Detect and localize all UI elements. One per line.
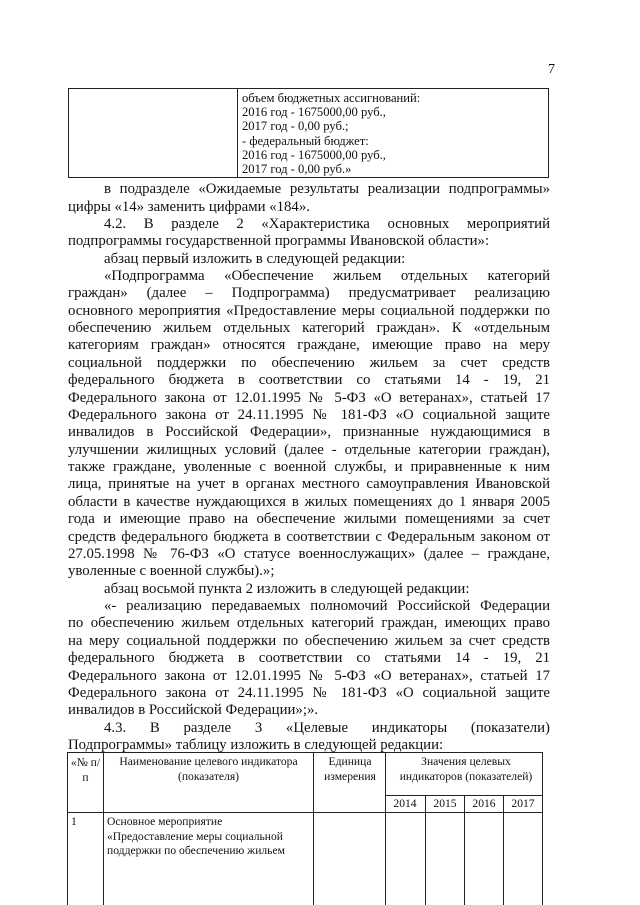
table-column-divider (385, 752, 386, 905)
text-line: также граждане, уволенные с военной службы, и приравненные к ним (68, 459, 550, 475)
text-line: уволенные с военной службы).»; (68, 563, 275, 579)
text-line: года и имеющие право на обеспечение жилыми помещениями за счет (68, 511, 550, 527)
text-line: федерального бюджета в соответствии со статьями 14 - 19, 21 (68, 372, 550, 388)
budget-line: 2017 год - 0,00 руб.» (242, 162, 352, 177)
text-line: Федерального закона от 24.11.1995 № 181-ФЗ «О социальной защите (68, 407, 550, 423)
budget-cell (242, 91, 420, 176)
text-line: абзац восьмой пункта 2 изложить в следующей редакции: (104, 581, 470, 597)
year-2016: 2016 (472, 797, 496, 810)
text-line: категориям граждан» относятся граждане, имеющие право на меру (68, 337, 550, 353)
table-column-divider (464, 795, 465, 905)
text-line: лица, принятые на учет в органах местного самоуправления Ивановской (68, 476, 550, 492)
text-line: 4.3. В разделе 3 «Целевые индикаторы (показатели) (104, 720, 550, 736)
table-border (67, 752, 68, 905)
header-indicator-name: Наименование целевого индикатора (показателя) (119, 755, 298, 783)
budget-line: 2016 год - 1675000,00 руб., (242, 147, 386, 162)
text-line: обеспечению жильем отдельных категорий граждан». К «отдельным (68, 320, 550, 336)
budget-table (68, 88, 549, 178)
text-line: области в качестве нуждающихся в жилых помещениях до 1 января 2005 (68, 494, 550, 510)
header-number: «№ п/п (70, 756, 101, 784)
year-2017: 2017 (511, 797, 535, 810)
text-line: Федерального закона от 12.01.1995 № 5-ФЗ «О ветеранах», статьей 17 (68, 668, 550, 684)
year-2014: 2014 (393, 797, 417, 810)
page-number: 7 (548, 62, 555, 77)
text-line: граждан» (далее – Подпрограмма) предусматривает реализацию (68, 285, 550, 301)
table-column-divider (425, 795, 426, 905)
text-line: улучшении жилищных условий (далее - отдельные категории граждан), (68, 442, 550, 458)
header-target-values: Значения целевых индикаторов (показателей) (399, 755, 533, 783)
table-column-divider (237, 88, 238, 178)
header-unit: Единица измерения (324, 755, 376, 783)
table-column-divider (503, 795, 504, 905)
text-line: абзац первый изложить в следующей редакции: (104, 251, 406, 267)
text-line: «- реализацию передаваемых полномочий Российской Федерации (104, 598, 550, 614)
text-line: Федерального закона от 12.01.1995 № 5-ФЗ «О ветеранах», статьей 17 (68, 390, 550, 406)
text-line: 4.2. В разделе 2 «Характеристика основных мероприятий (104, 216, 550, 232)
text-line: на меру социальной поддержки по обеспечению жильем за счет средств (68, 633, 550, 649)
budget-line: - федеральный бюджет: (242, 133, 369, 148)
budget-line: 2016 год - 1675000,00 руб., (242, 105, 386, 120)
budget-line: 2017 год - 0,00 руб.; (242, 119, 349, 134)
table-border (67, 752, 543, 753)
table-row-divider (67, 812, 543, 813)
text-line: социальной поддержки по обеспечению жильем за счет средств (68, 355, 550, 371)
text-line: Подпрограммы» таблицу изложить в следующей редакции: (68, 737, 444, 753)
table-border (542, 752, 543, 905)
text-line: основного мероприятия «Предоставление меры социальной поддержки по (68, 303, 550, 319)
text-line: федерального бюджета в соответствии со статьями 14 - 19, 21 (68, 650, 550, 666)
row-name-line: поддержки по обеспечению жильем (107, 844, 285, 857)
indicators-table (67, 752, 543, 905)
table-column-divider (313, 752, 314, 905)
text-line: инвалидов в Российской Федерации», признанные нуждающимися в (68, 424, 550, 440)
text-line: средств федерального бюджета в соответствии с Федеральным законом от (68, 529, 550, 545)
text-line: Федерального закона от 24.11.1995 № 181-ФЗ «О социальной защите (68, 685, 550, 701)
budget-line: объем бюджетных ассигнований: (242, 91, 421, 105)
text-line: «Подпрограмма «Обеспечение жильем отдельных категорий (104, 268, 550, 284)
row-number: 1 (71, 815, 77, 828)
table-column-divider (103, 752, 104, 905)
text-line: подпрограммы государственной программы Ивановской области»: (68, 233, 490, 249)
text-line: инвалидов в Российской Федерации»;». (68, 702, 319, 718)
text-line: в подразделе «Ожидаемые результаты реализации подпрограммы» (104, 181, 550, 197)
year-2015: 2015 (433, 797, 457, 810)
row-indicator-name (107, 815, 313, 859)
row-name-line: «Предоставление меры социальной (107, 829, 283, 843)
text-line: 27.05.1998 № 76-ФЗ «О статусе военнослужащих» (далее – граждане, (68, 546, 550, 562)
text-line: по обеспечению жильем отдельных категорий граждан, имеющих право (68, 615, 550, 631)
text-line: цифры «14» заменить цифрами «184». (68, 199, 310, 215)
row-name-line: Основное мероприятие (107, 815, 223, 828)
